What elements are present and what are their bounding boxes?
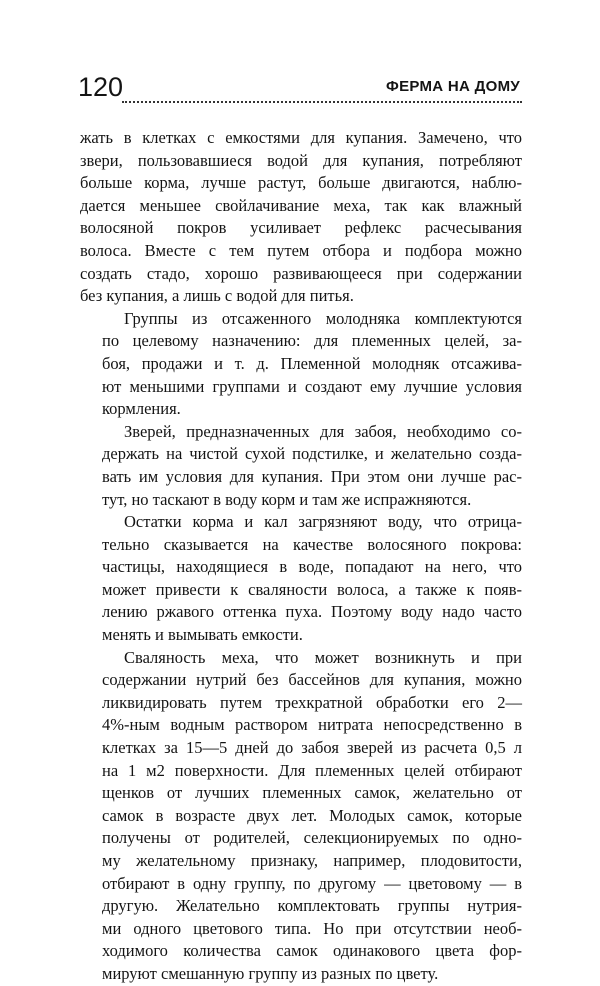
text-line: Зверей, предназначенных для забоя, необходимо со- — [124, 421, 522, 441]
text-line: кормления. — [102, 399, 181, 419]
body-text — [80, 127, 522, 986]
text-line: получены от родителей, селекционируемых по одно- — [102, 828, 522, 848]
text-line: ми одного цветового типа. Но при отсутствии необ- — [102, 918, 522, 938]
text-line: вать им условия для купания. При этом они лучше рас- — [102, 466, 522, 486]
text-line: частицы, находящиеся в воде, попадают на него, что — [102, 557, 522, 577]
text-line: ходимого количества самок одинакового цвета фор- — [102, 941, 522, 961]
text-line: самок в возрасте двух лет. Молодых самок, которые — [102, 805, 522, 825]
text-line: менять и вымывать емкости. — [102, 625, 303, 645]
paragraph-3 — [80, 421, 522, 511]
text-line: 4%-ным водным раствором нитрата непосредственно в — [102, 715, 522, 735]
text-line: звери, пользовавшиеся водой для купания, потребляют — [80, 150, 522, 170]
page-number: 120 — [78, 72, 124, 102]
text-line: другую. Желательно комплектовать группы нутрия- — [102, 896, 522, 916]
text-line: больше корма, лучше растут, больше двигаются, наблю- — [80, 173, 522, 193]
page-header — [78, 74, 522, 106]
text-line: создать стадо, хорошо развивающееся при содержании — [80, 263, 522, 283]
text-line: по целевому назначению: для племенных целей, за- — [102, 331, 522, 351]
text-line: отбирают в одну группу, по другому — цветовому — в — [102, 873, 522, 893]
text-line: держать на чистой сухой подстилке, и желательно созда- — [102, 444, 522, 464]
text-line: может привести к сваляности волоса, а также к появ- — [102, 579, 522, 599]
text-line: ют меньшими группами и создают ему лучшие условия — [102, 376, 522, 396]
header-rule — [122, 101, 522, 103]
text-line: му желательному признаку, например, плодовитости, — [102, 851, 522, 870]
paragraph-1 — [80, 127, 522, 308]
text-line: волосяной покров усиливает рефлекс расчесывания — [80, 218, 522, 238]
text-line: на 1 м2 поверхности. Для племенных целей отбирают — [102, 760, 522, 780]
text-line: содержании нутрий без бассейнов для купания, можно — [102, 670, 522, 690]
text-line: ликвидировать путем трехкратной обработки его 2— — [102, 692, 522, 712]
text-line: тут, но таскают в воду корм и там же испражняются. — [102, 489, 472, 509]
text-line: дается меньшее свойлачивание меха, так как влажный — [80, 195, 522, 215]
paragraph-4 — [80, 511, 522, 647]
text-line: Группы из отсаженного молодняка комплектуются — [124, 308, 522, 328]
text-line: Остатки корма и кал загрязняют воду, что отрица- — [124, 512, 522, 532]
paragraph-2 — [80, 308, 522, 421]
running-title: ФЕРМА НА ДОМУ — [385, 78, 520, 95]
text-line: тельно сказывается на качестве волосяного покрова: — [102, 534, 522, 554]
text-line: Сваляность меха, что может возникнуть и при — [124, 647, 522, 667]
text-line: без купания, а лишь с водой для питья. — [80, 286, 354, 306]
paragraph-5 — [80, 647, 522, 986]
text-line: боя, продажи и т. д. Племенной молодняк отсажива- — [102, 353, 522, 373]
text-line: жать в клетках с емкостями для купания. Замечено, что — [80, 128, 522, 147]
text-line: волоса. Вместе с тем путем отбора и подбора можно — [80, 240, 522, 260]
text-line: лению ржавого оттенка пуха. Поэтому воду надо часто — [102, 602, 522, 622]
text-line: щенков от лучших племенных самок, желательно от — [102, 783, 522, 803]
text-line: клетках за 15—5 дней до забоя зверей из расчета 0,5 л — [102, 738, 522, 758]
text-line: мируют смешанную группу из разных по цвету. — [102, 963, 439, 983]
